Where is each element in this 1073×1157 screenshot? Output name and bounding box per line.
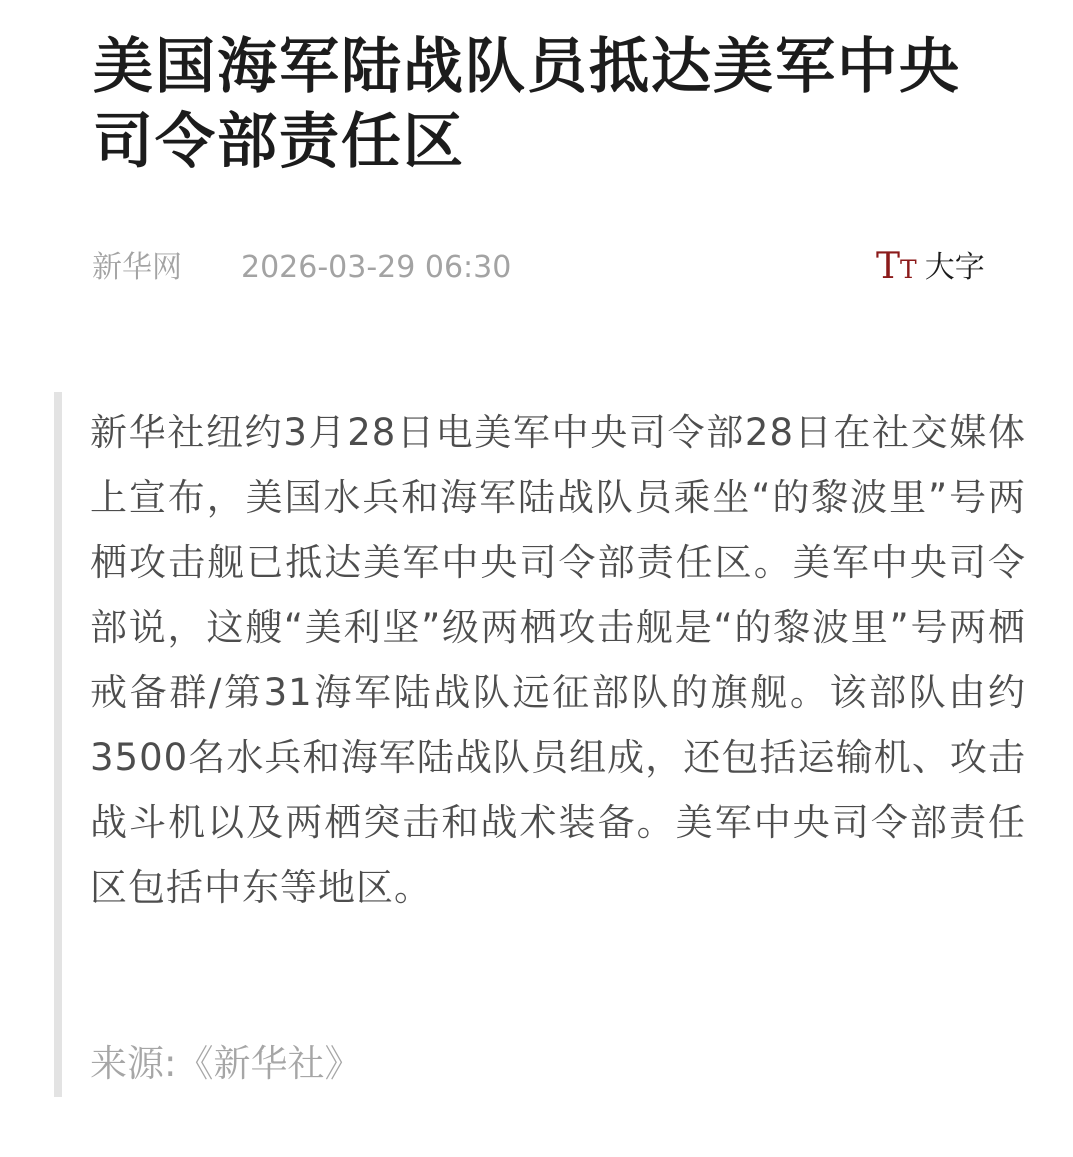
article-title: 美国海军陆战队员抵达美军中央司令部责任区 — [93, 32, 961, 177]
article-source-line: 来源:《新华社》 — [90, 1042, 362, 1085]
font-size-icon: T T — [876, 245, 917, 287]
quote-bar — [54, 392, 62, 1097]
font-size-label: 大字 — [924, 250, 985, 285]
article-body: 新华社纽约3月28日电美军中央司令部28日在社交媒体上宣布，美国水兵和海军陆战队员乘坐“的黎波里”号两栖攻击舰已抵达美军中央司令部责任区。美军中央司令部说，这艘“美利坚”级两栖攻击舰是“的黎波里”号两栖戒备群/第31海军陆战队远征部队的旗舰。该部队由约3500名水兵和海军陆战队员组成，还包括运输机、攻击战斗机以及两栖突击和战术装备。美军中央司令部责任区包括中东等地区。 — [90, 411, 1026, 909]
article-datetime: 2026-03-29 06:30 — [241, 250, 512, 285]
article-source: 新华网 — [92, 250, 182, 285]
font-size-toggle-button[interactable] — [876, 246, 985, 290]
